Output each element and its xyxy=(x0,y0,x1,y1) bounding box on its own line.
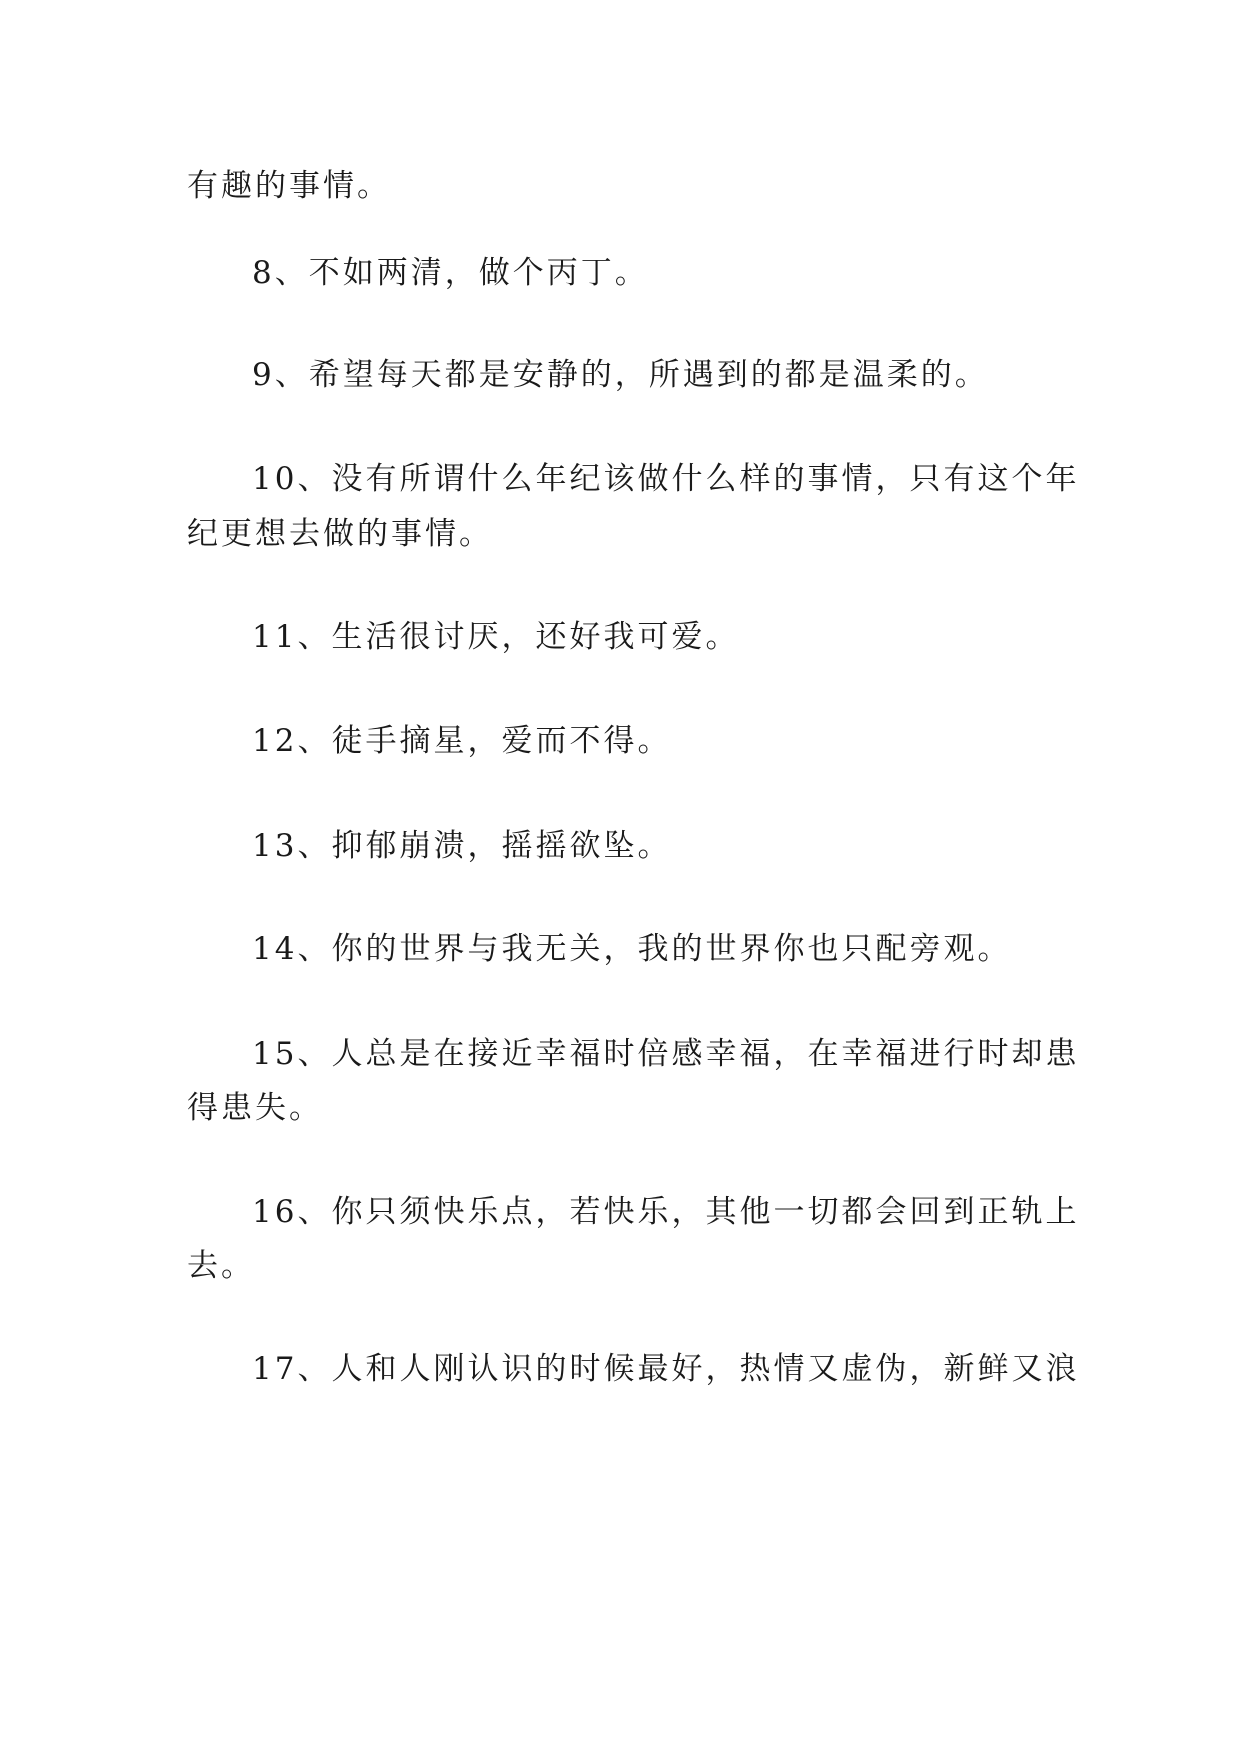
list-item-12: 12、徒手摘星，爱而不得。 xyxy=(252,723,672,759)
list-item-10: 10、没有所谓什么年纪该做什么样的事情，只有这个年 xyxy=(252,461,1080,497)
list-item-15: 15、人总是在接近幸福时倍感幸福，在幸福进行时却患 xyxy=(252,1036,1080,1072)
list-item-14: 14、你的世界与我无关，我的世界你也只配旁观。 xyxy=(252,931,1012,967)
list-item-17: 17、人和人刚认识的时候最好，热情又虚伪，新鲜又浪 xyxy=(252,1351,1080,1387)
text-line: 去。 xyxy=(187,1248,255,1284)
list-item-8: 8、不如两清，做个丙丁。 xyxy=(252,255,649,291)
text-line: 有趣的事情。 xyxy=(187,168,391,204)
text-line: 得患失。 xyxy=(187,1090,323,1126)
list-item-13: 13、抑郁崩溃，摇摇欲坠。 xyxy=(252,828,672,864)
list-item-16: 16、你只须快乐点，若快乐，其他一切都会回到正轨上 xyxy=(252,1194,1080,1230)
text-line: 纪更想去做的事情。 xyxy=(187,516,493,552)
list-item-11: 11、生活很讨厌，还好我可爱。 xyxy=(252,619,740,655)
list-item-9: 9、希望每天都是安静的，所遇到的都是温柔的。 xyxy=(252,357,989,393)
